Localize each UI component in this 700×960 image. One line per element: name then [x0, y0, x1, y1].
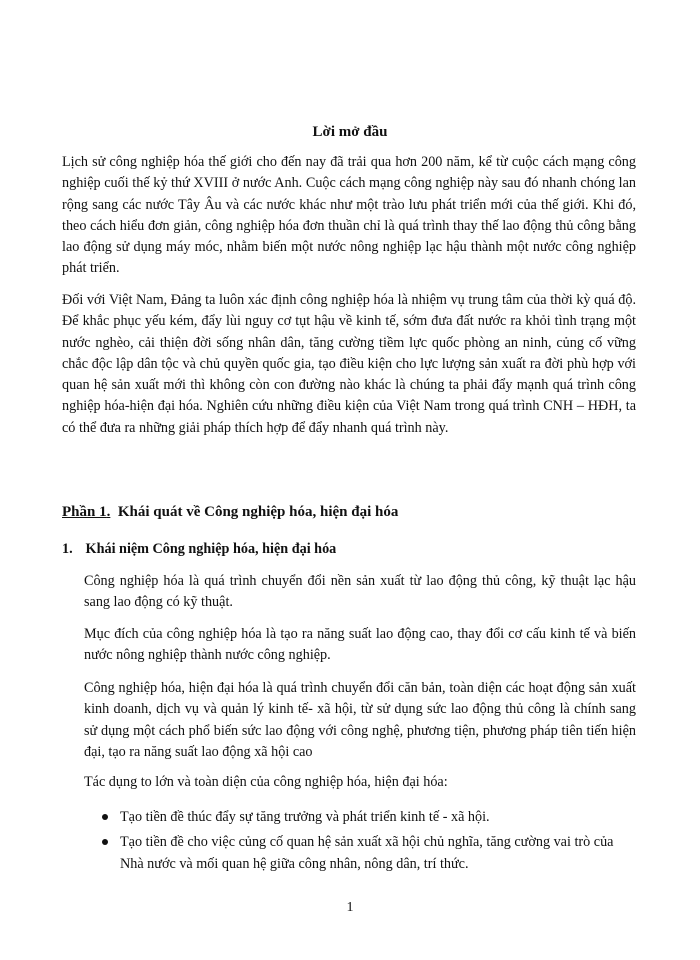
section-heading: Phần 1. Khái quát về Công nghiệp hóa, hiện đại hóa — [62, 504, 399, 520]
body-paragraph-1: Công nghiệp hóa là quá trình chuyển đổi nền sản xuất từ lao động thủ công, kỹ thuật lạc hậu sang lao động có kỹ thuật. — [84, 573, 636, 611]
body-paragraph-3: Công nghiệp hóa, hiện đại hóa là quá trình chuyển đổi căn bản, toàn diện các hoạt động sản xuất kinh doanh, dịch vụ và quản lý kinh tế- xã hội, từ sử dụng sức lao động thủ công là chính sang sử dụng một cách phổ biến sức lao động với công nghệ, phương tiện, phương pháp tiên tiến hiện đại, tạo ra năng suất lao động xã hội cao — [84, 680, 636, 760]
subsection-number: 1. — [62, 541, 73, 557]
bullet-text: Tạo tiền đề thúc đẩy sự tăng trưởng và phát triển kinh tế - xã hội. — [120, 809, 490, 825]
subsection-heading — [62, 541, 336, 558]
page-number: 1 — [346, 900, 354, 915]
list-item — [100, 807, 636, 828]
subsection-title: Khái niệm Công nghiệp hóa, hiện đại hóa — [85, 541, 337, 557]
intro-paragraph-2: Đối với Việt Nam, Đảng ta luôn xác định công nghiệp hóa là nhiệm vụ trung tâm của thời kỳ quá độ. Để khắc phục yếu kém, đẩy lùi nguy cơ tụt hậu về kinh tế, sớm đưa đất nước ra khỏi tình trạng một nước nghèo, cải thiện đời sống nhân dân, tăng cường tiềm lực quốc phòng an ninh, củng cố vững chắc độc lập dân tộc và chủ quyền quốc gia, tạo điều kiện cho lực lượng sản xuất ra đời phù hợp với quan hệ sản xuất mới thì không còn con đường nào khác là chúng ta phải đẩy mạnh quá trình công nghiệp hóa-hiện đại hóa. Nghiên cứu những điều kiện của Việt Nam trong quá trình CNH – HĐH, ta có thể đưa ra những giải pháp thích hợp để đẩy nhanh quá trình này. — [62, 292, 636, 436]
bullet-icon — [102, 814, 108, 820]
body-paragraph-2: Mục đích của công nghiệp hóa là tạo ra năng suất lao động cao, thay đổi cơ cấu kinh tế và biến nước nông nghiệp thành nước công nghiệp. — [84, 626, 636, 664]
section-title: Khái quát về Công nghiệp hóa, hiện đại hóa — [117, 504, 399, 520]
body-paragraph-4: Tác dụng to lớn và toàn diện của công nghiệp hóa, hiện đại hóa: — [84, 774, 448, 790]
intro-paragraph-1: Lịch sử công nghiệp hóa thế giới cho đến nay đã trải qua hơn 200 năm, kể từ cuộc cách mạng công nghiệp cuối thế kỷ thứ XVIII ở nước Anh. Cuộc cách mạng công nghiệp này sau đó nhanh chóng lan rộng sang các nước Tây Âu và các nước khác như một trào lưu phát triển mới của thế giới. Khi đó, theo cách hiểu đơn giản, công nghiệp hóa đơn thuần chỉ là quá trình thay thế lao động thủ công bằng lao động sử dụng máy móc, nhằm biến một nước nông nghiệp lạc hậu thành một nước công nghiệp phát triển. — [62, 154, 636, 277]
bullet-list — [100, 807, 636, 879]
bullet-text: Tạo tiền đề cho việc củng cố quan hệ sản xuất xã hội chủ nghĩa, tăng cường vai trò của Nhà nước và mối quan hệ giữa công nhân, nông dân, trí thức. — [120, 834, 614, 872]
page-title: Lời mở đầu — [312, 124, 388, 140]
list-item — [100, 832, 636, 875]
section-label: Phần 1 — [62, 504, 107, 520]
bullet-icon — [102, 839, 108, 845]
